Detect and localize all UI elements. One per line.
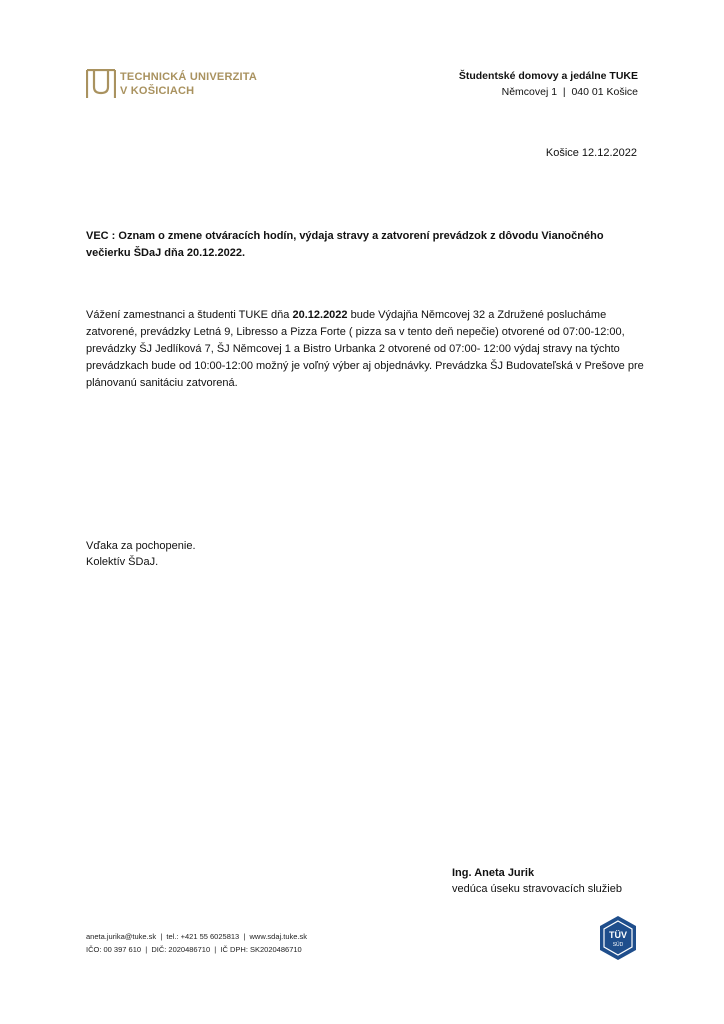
logo-line-1: TECHNICKÁ UNIVERZITA xyxy=(120,71,258,83)
footer-contact xyxy=(86,930,307,956)
badge-text-sud: SÜD xyxy=(612,942,624,948)
footer-registration-line: IČO: 00 397 610 | DIČ: 2020486710 | IČ DPH: SK2020486710 xyxy=(86,945,302,954)
letter-date: Košice 12.12.2022 xyxy=(545,147,637,159)
body-text-part-2: bude Výdajňa Němcovej 32 a Združené poslucháme zatvorené, prevádzky Letná 9, Libresso a Pizza Forte ( pizza sa v tento deň nepečie) otvorené od 07:00-12:00, prevádzky ŠJ Jedlíková 7, ŠJ Němcovej 1 a Bistro Urbanka 2 otvorené od 07:00- 12:00 výdaj stravy na týchto prevádzkach bude od 10:00-12:00 možný je voľný výber aj objednávky. Prevádzka ŠJ Budovateľská v Prešove pre plánovanú sanitáciu zatvorená. xyxy=(86,309,644,389)
signatory-name: Ing. Aneta Jurik xyxy=(452,867,535,879)
body-date-bold: 20.12.2022 xyxy=(292,309,348,321)
organization-address: Němcovej 1 | 040 01 Košice xyxy=(501,86,638,98)
university-logo xyxy=(86,69,286,101)
tuv-sud-badge xyxy=(596,914,640,962)
signature-block xyxy=(452,865,622,897)
sender-address-block xyxy=(459,68,638,100)
letter-closing xyxy=(86,538,196,570)
letter-subject: VEC : Oznam o zmene otváracích hodín, výdaja stravy a zatvorení prevádzok z dôvodu Vianočného večierku ŠDaJ dňa 20.12.2022. xyxy=(86,230,604,259)
footer-contact-line: aneta.jurika@tuke.sk | tel.: +421 55 6025813 | www.sdaj.tuke.sk xyxy=(86,932,308,941)
tuv-sud-certification-icon xyxy=(596,914,640,962)
tuke-logo-mark-icon xyxy=(86,69,116,99)
logo-line-2: V KOŠICIACH xyxy=(120,85,195,97)
closing-thanks: Vďaka za pochopenie. xyxy=(86,540,196,552)
signatory-title: vedúca úseku stravovacích služieb xyxy=(452,883,622,895)
closing-team: Kolektív ŠDaJ. xyxy=(86,556,159,568)
letter-body xyxy=(86,307,646,392)
badge-text-tuv: TÜV xyxy=(609,930,627,940)
logo-wordmark xyxy=(120,70,257,98)
organization-name: Študentské domovy a jedálne TUKE xyxy=(458,70,638,82)
body-text-part-1: Vážení zamestnanci a študenti TUKE dňa xyxy=(86,309,293,321)
